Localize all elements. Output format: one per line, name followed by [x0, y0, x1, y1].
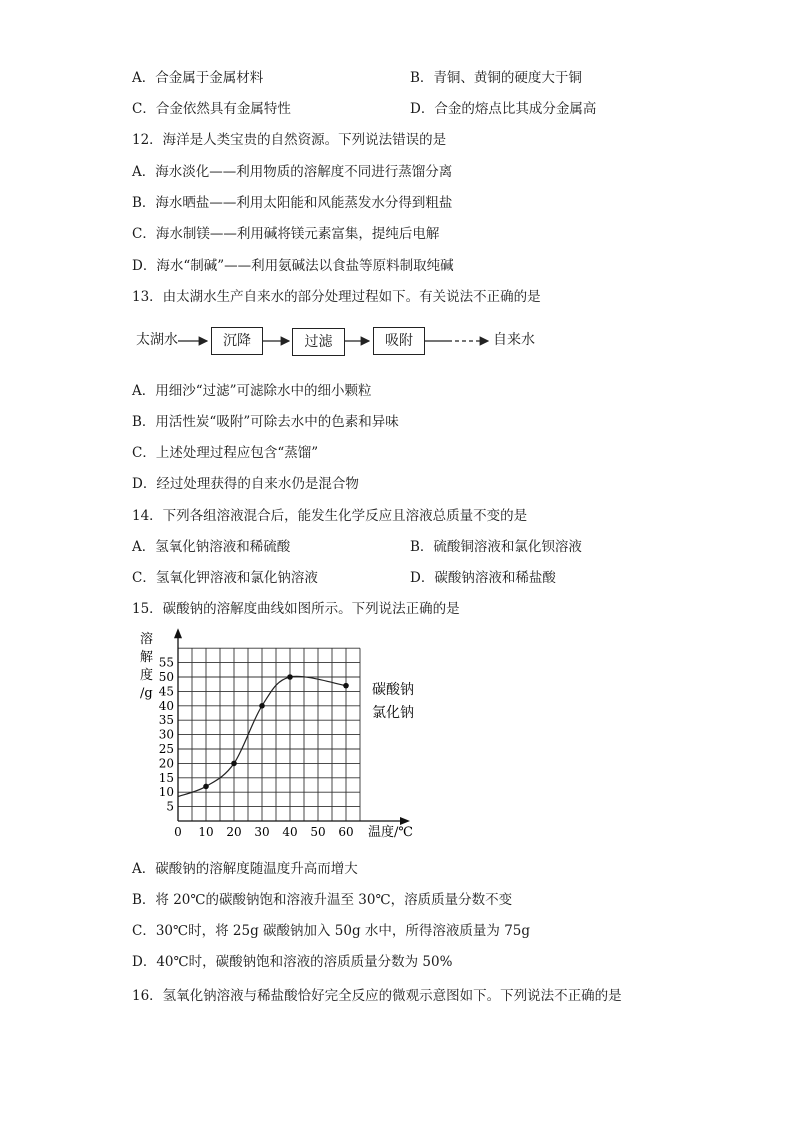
q15-option-d: D．40℃时，碳酸钠饱和溶液的溶质质量分数为 50% [132, 954, 453, 970]
chart-x-tick-label: 50 [310, 825, 326, 839]
chart-legend-sodium-chloride: 氯化钠 [372, 705, 414, 721]
chart-x-tick-label: 30 [254, 825, 270, 839]
q14-option-b: B．硫酸铜溶液和氯化钡溶液 [410, 539, 582, 555]
chart-grid [178, 648, 360, 821]
chart-ylabel-char-3: 度 [140, 668, 154, 683]
q13-option-c: C．上述处理过程应包含“蒸馏” [132, 445, 319, 461]
chart-xlabel: 温度/℃ [368, 825, 413, 840]
chart-y-tick-label: 35 [158, 713, 174, 728]
q12-option-b: B．海水晒盐——利用太阳能和风能蒸发水分得到粗盐 [132, 195, 453, 211]
flow-end-label: 自来水 [493, 332, 535, 348]
chart-x-tick-label: 10 [198, 825, 214, 839]
q12-option-d: D．海水“制碱”——利用氨碱法以食盐等原料制取纯碱 [132, 258, 454, 274]
q12-stem: 12．海洋是人类宝贵的自然资源。下列说法错误的是 [132, 132, 447, 148]
q14-option-d: D．碳酸钠溶液和稀盐酸 [410, 570, 556, 586]
q15-option-a: A．碳酸钠的溶解度随温度升高而增大 [132, 861, 358, 877]
chart-y-tick-label: 45 [158, 684, 174, 699]
chart-y-axis-arrow [174, 628, 182, 638]
q13-option-b: B．用活性炭“吸附”可除去水中的色素和异味 [132, 414, 399, 430]
chart-ylabel-char-2: 解 [140, 650, 154, 665]
chart-x-tick-label: 40 [282, 825, 298, 839]
flow-box-filtration: 过滤 [292, 328, 345, 356]
q12-option-c: C．海水制镁——利用碱将镁元素富集，提纯后电解 [132, 226, 440, 242]
q15-option-b: B．将 20℃的碳酸钠饱和溶液升温至 30℃，溶质质量分数不变 [132, 892, 513, 908]
chart-y-tick-label: 15 [158, 770, 174, 785]
chart-y-tick-label: 55 [158, 655, 174, 670]
chart-y-tick-label: 40 [158, 698, 174, 713]
chart-y-tick-label: 50 [158, 670, 174, 684]
q12-option-a: A．海水淡化——利用物质的溶解度不同进行蒸馏分离 [132, 164, 453, 180]
chart-tick-labels [159, 656, 354, 839]
q13-option-a: A．用细沙“过滤”可滤除水中的细小颗粒 [132, 383, 372, 399]
chart-data-point [231, 761, 237, 767]
q14-stem: 14．下列各组溶液混合后，能发生化学反应且溶液总质量不变的是 [132, 508, 528, 524]
q16-stem: 16．氢氧化钠溶液与稀盐酸恰好完全反应的微观示意图如下。下列说法不正确的是 [132, 988, 622, 1004]
flow-start-label: 太湖水 [136, 332, 178, 348]
chart-x-tick-label: 60 [338, 825, 354, 839]
q14-option-a: A．氢氧化钠溶液和稀硫酸 [132, 539, 291, 555]
chart-data-point [259, 703, 265, 709]
q11-option-a: A．合金属于金属材料 [132, 70, 264, 86]
chart-y-tick-label: 20 [158, 756, 174, 771]
chart-ylabel-char-1: 溶 [140, 632, 154, 647]
chart-ylabel-char-4: /g [140, 686, 153, 701]
q15-stem: 15．碳酸钠的溶解度曲线如图所示。下列说法正确的是 [132, 601, 460, 617]
q13-stem: 13．由太湖水生产自来水的部分处理过程如下。有关说法不正确的是 [132, 289, 541, 305]
q13-option-d: D．经过处理获得的自来水仍是混合物 [132, 476, 359, 492]
chart-axes [174, 628, 410, 825]
chart-x-tick-label: 20 [226, 825, 242, 839]
chart-y-tick-label: 25 [158, 742, 174, 756]
chart-data-point [343, 683, 349, 689]
chart-data-point [203, 784, 209, 790]
chart-data-point [287, 674, 293, 680]
chart-x-tick-label: 0 [174, 825, 182, 839]
chart-y-tick-label: 10 [158, 785, 174, 800]
chart-x-axis-arrow [400, 817, 410, 825]
q14-option-c: C．氢氧化钾溶液和氯化钠溶液 [132, 570, 318, 586]
flow-box-sedimentation: 沉降 [211, 327, 263, 355]
q11-option-d: D．合金的熔点比其成分金属高 [410, 101, 597, 117]
q11-option-c: C．合金依然具有金属特性 [132, 101, 291, 117]
flow-box-adsorption: 吸附 [373, 327, 425, 355]
chart-legend-sodium-carbonate: 碳酸钠 [372, 682, 414, 698]
q11-option-b: B．青铜、黄铜的硬度大于铜 [410, 70, 582, 86]
chart-y-tick-label: 5 [166, 799, 174, 814]
chart-y-tick-label: 30 [158, 727, 174, 742]
q15-option-c: C．30℃时，将 25g 碳酸钠加入 50g 水中，所得溶液质量为 75g [132, 923, 531, 939]
